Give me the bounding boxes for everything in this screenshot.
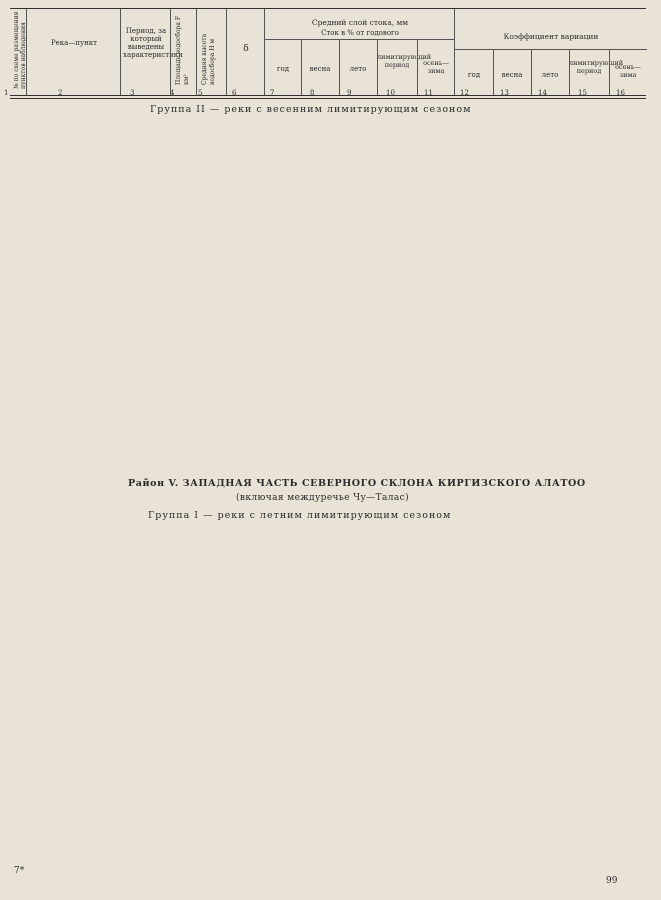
- header-col-4: [170, 9, 197, 95]
- column-number: 4: [170, 89, 175, 97]
- header-cv-title: Коэффициент вариации: [503, 32, 599, 41]
- column-number: 7: [270, 89, 275, 97]
- header-area-label: Площадь водосбора F км²: [175, 15, 190, 85]
- header-number-divider: [10, 98, 646, 99]
- signature-mark: 7*: [14, 866, 25, 876]
- column-number: 9: [347, 89, 352, 97]
- header-cv-autumn: осень—зима: [615, 63, 641, 79]
- column-number: 8: [310, 89, 315, 97]
- header-col-2: [26, 9, 121, 95]
- header-col-1: [10, 9, 26, 95]
- column-number: 10: [386, 89, 395, 97]
- column-number: 16: [616, 89, 625, 97]
- header-period-label: Период, за который выведены характеристики: [123, 27, 183, 59]
- header-delta-label: δ: [243, 44, 249, 54]
- column-number: 12: [460, 89, 469, 97]
- header-runoff-limit: лимитирующий период: [377, 53, 432, 69]
- header-col-6: [226, 9, 265, 95]
- header-cv-summer: лето: [541, 71, 559, 79]
- group1-title: Группа I — реки с летним лимитирующим сезоном: [148, 510, 452, 521]
- header-runoff-year: год: [276, 65, 290, 73]
- header-cv-year: год: [467, 71, 481, 79]
- column-number: 1: [4, 89, 9, 97]
- header-runoff: [264, 9, 455, 95]
- rayon-subtitle: (включая междуречье Чу—Талас): [236, 493, 410, 503]
- column-number: 6: [232, 89, 237, 97]
- rayon-title: Район V. ЗАПАДНАЯ ЧАСТЬ СЕВЕРНОГО СКЛОНА КИРГИЗСКОГО АЛАТОО: [128, 478, 586, 489]
- header-cv: [454, 9, 647, 95]
- column-number: 2: [58, 89, 63, 97]
- header-river-label: Река—пункт: [50, 39, 98, 47]
- header-cv-spring: весна: [501, 71, 523, 79]
- column-number: 5: [198, 89, 203, 97]
- group2-title: Группа II — реки с весенним лимитирующим сезоном: [150, 104, 472, 115]
- column-number: 14: [538, 89, 547, 97]
- table-header: [10, 8, 646, 96]
- header-runoff-title: Средний слой стока, мм: [311, 18, 409, 27]
- header-height-label: Средняя высота водосбора H м: [201, 33, 216, 85]
- column-number: 15: [578, 89, 587, 97]
- header-col-5: [196, 9, 227, 95]
- page-number: 99: [606, 876, 618, 886]
- column-number: 13: [500, 89, 509, 97]
- header-runoff-sub: Сток в % от годового: [321, 29, 399, 37]
- header-runoff-spring: весна: [309, 65, 331, 73]
- column-number: 11: [424, 89, 433, 97]
- header-runoff-summer: лето: [349, 65, 367, 73]
- header-col1-label: № по схеме размещения пунктов наблюдения: [13, 11, 27, 89]
- header-runoff-autumn: осень—зима: [423, 59, 449, 75]
- column-number: 3: [130, 89, 135, 97]
- header-cv-limit: лимитирующий период: [569, 59, 624, 75]
